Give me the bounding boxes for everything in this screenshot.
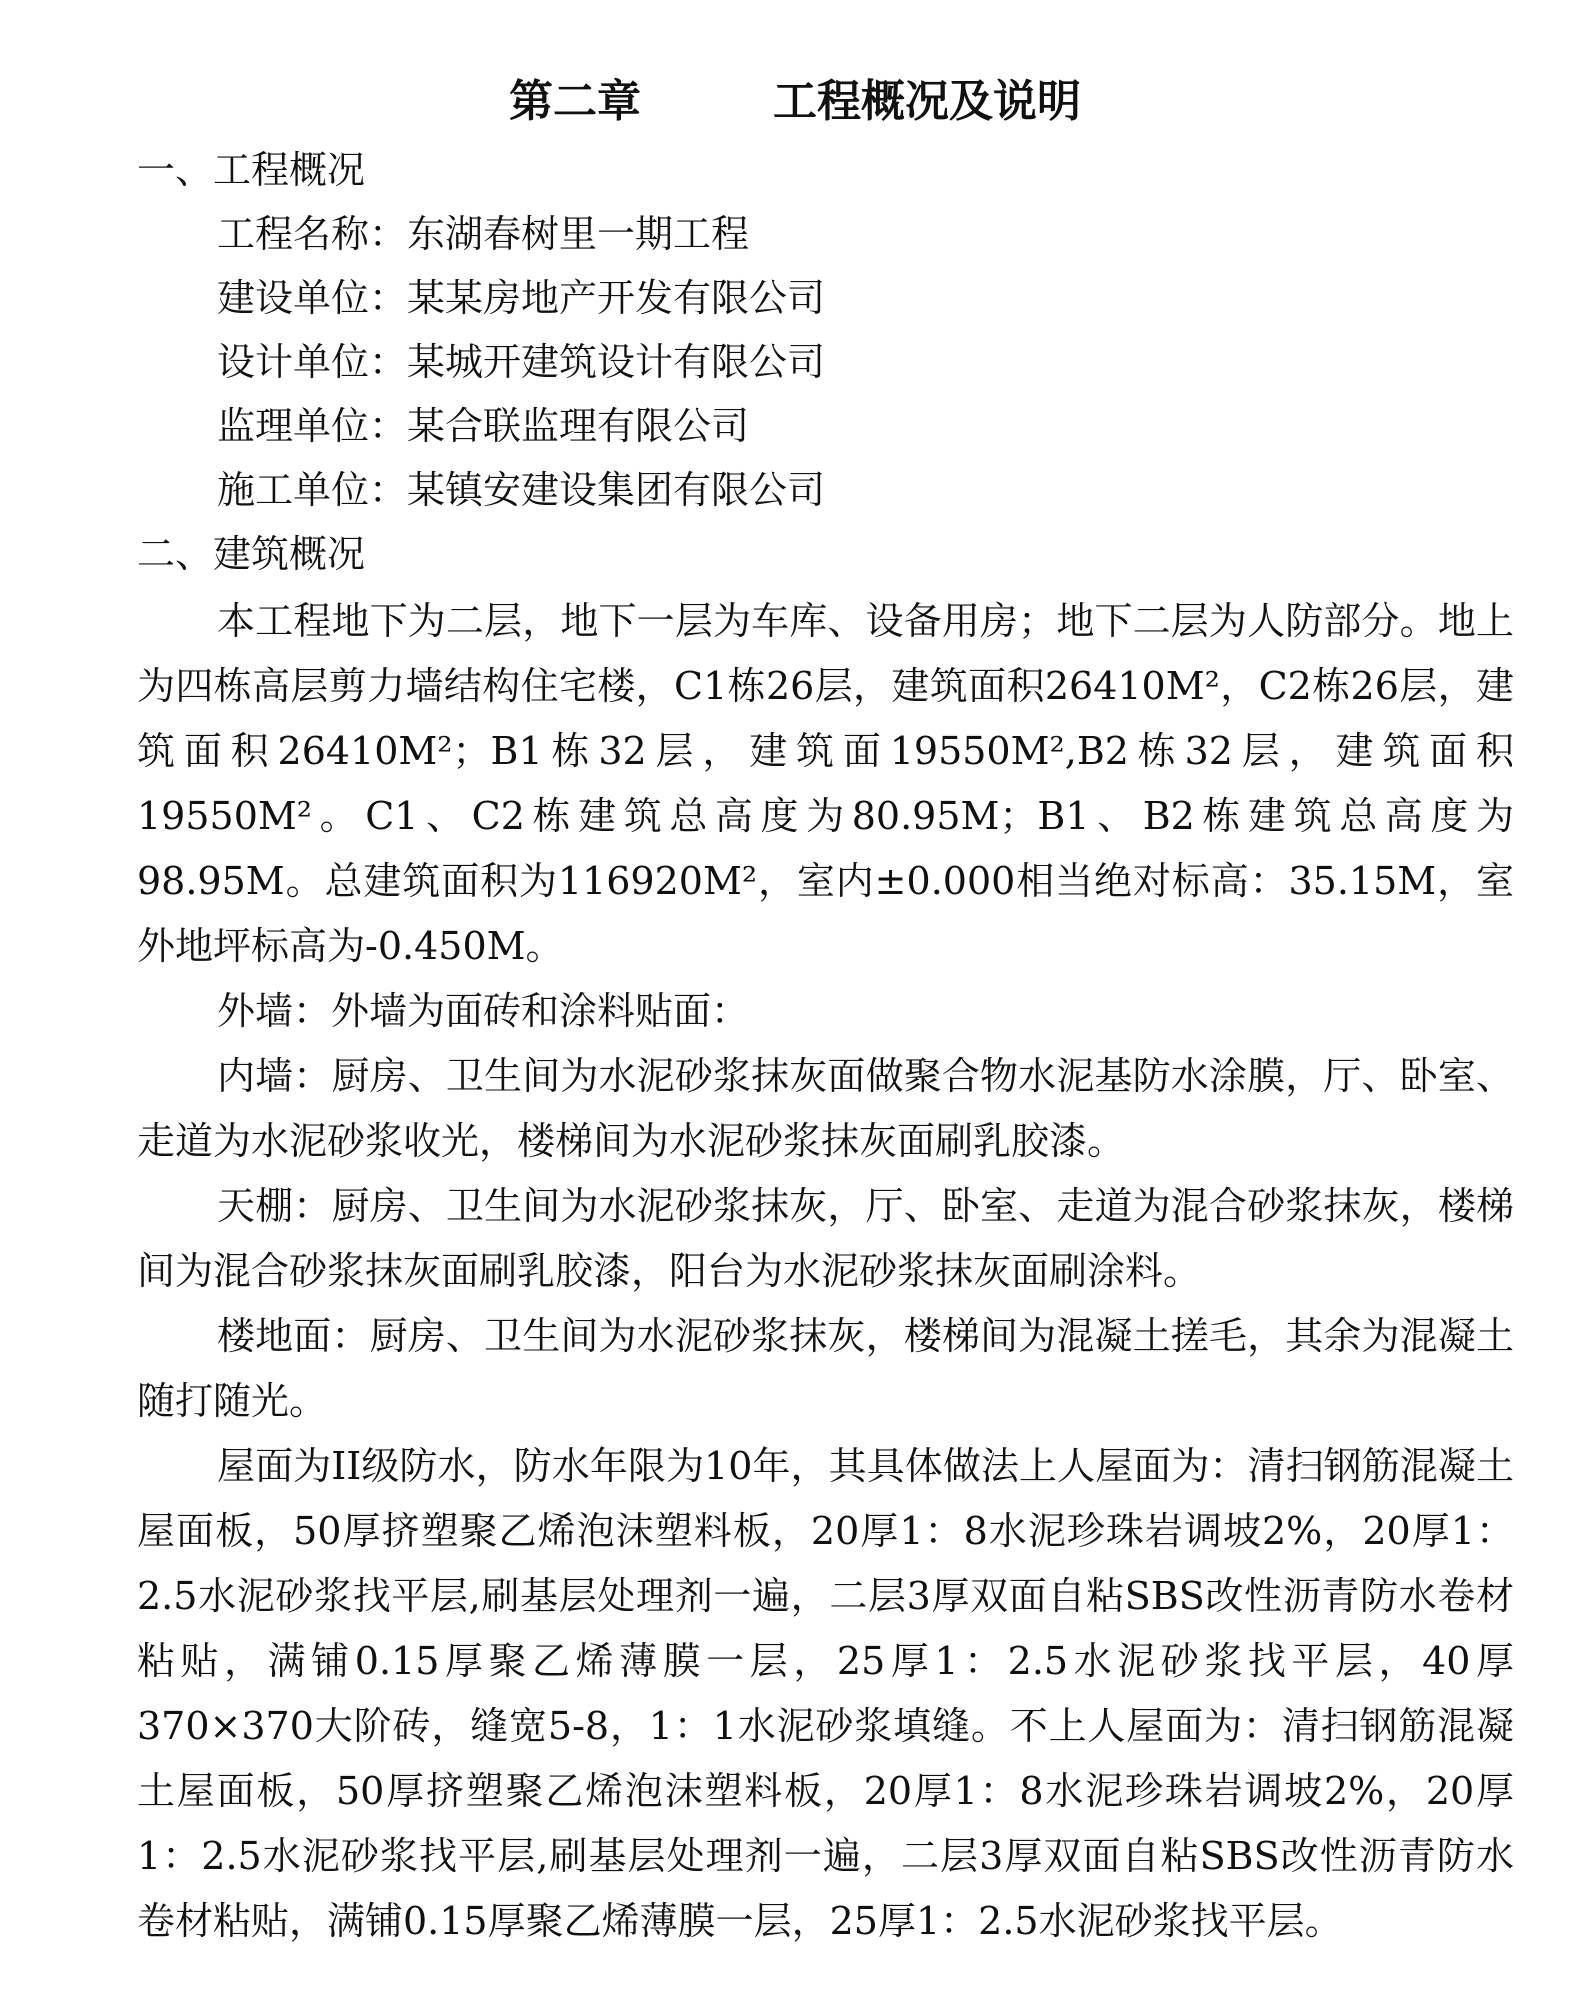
section-heading-overview: 一、工程概况 <box>137 148 366 192</box>
interior-wall-paragraph: 内墙：厨房、卫生间为水泥砂浆抹灰面做聚合物水泥基防水涂膜，厅、卧室、走道为水泥砂浆收光，楼梯间为水泥砂浆抹灰面刷乳胶漆。 <box>137 1054 1514 1163</box>
ceiling-paragraph: 天棚：厨房、卫生间为水泥砂浆抹灰，厅、卧室、走道为混合砂浆抹灰，楼梯间为混合砂浆抹灰面刷乳胶漆，阳台为水泥砂浆抹灰面刷涂料。 <box>137 1184 1514 1293</box>
construction-unit-line: 施工单位：某镇安建设集团有限公司 <box>217 468 826 512</box>
design-unit-line: 设计单位：某城开建筑设计有限公司 <box>217 340 826 384</box>
building-overview-paragraph: 本工程地下为二层，地下一层为车库、设备用房；地下二层为人防部分。地上为四栋高层剪力墙结构住宅楼，C1栋26层，建筑面积26410M²，C2栋26层，建筑面积26410M²；B1栋32层，建筑面19550M²,B2栋32层，建筑面积19550M²。C1、C2栋建筑总高度为80.95M；B1、B2栋建筑总高度为98.95M。总建筑面积为116920M²，室内±0.000相当绝对标高：35.15M，室外地坪标高为-0.450M。 <box>137 599 1514 968</box>
roof-paragraph: 屋面为II级防水，防水年限为10年，其具体做法上人屋面为：清扫钢筋混凝土屋面板，50厚挤塑聚乙烯泡沫塑料板，20厚1：8水泥珍珠岩调坡2%，20厚1：2.5水泥砂浆找平层,刷基层处理剂一遍，二层3厚双面自粘SBS改性沥青防水卷材粘贴，满铺0.15厚聚乙烯薄膜一层，25厚1：2.5水泥砂浆找平层，40厚370×370大阶砖，缝宽5-8，1：1水泥砂浆填缝。不上人屋面为：清扫钢筋混凝土屋面板，50厚挤塑聚乙烯泡沫塑料板，20厚1：8水泥珍珠岩调坡2%，20厚1：2.5水泥砂浆找平层,刷基层处理剂一遍，二层3厚双面自粘SBS改性沥青防水卷材粘贴，满铺0.15厚聚乙烯薄膜一层，25厚1：2.5水泥砂浆找平层。 <box>137 1444 1514 1943</box>
project-name-line: 工程名称：东湖春树里一期工程 <box>217 212 750 256</box>
builder-unit-line: 建设单位：某某房地产开发有限公司 <box>217 276 826 320</box>
exterior-wall-paragraph: 外墙：外墙为面砖和涂料贴面： <box>217 989 750 1033</box>
building-description <box>137 589 1514 1954</box>
section-heading-building: 二、建筑概况 <box>137 532 366 576</box>
chapter-title: 第二章 工程概况及说明 <box>509 76 1081 127</box>
floor-paragraph: 楼地面：厨房、卫生间为水泥砂浆抹灰，楼梯间为混凝土搓毛，其余为混凝土随打随光。 <box>137 1314 1514 1423</box>
supervision-unit-line: 监理单位：某合联监理有限公司 <box>217 404 750 448</box>
